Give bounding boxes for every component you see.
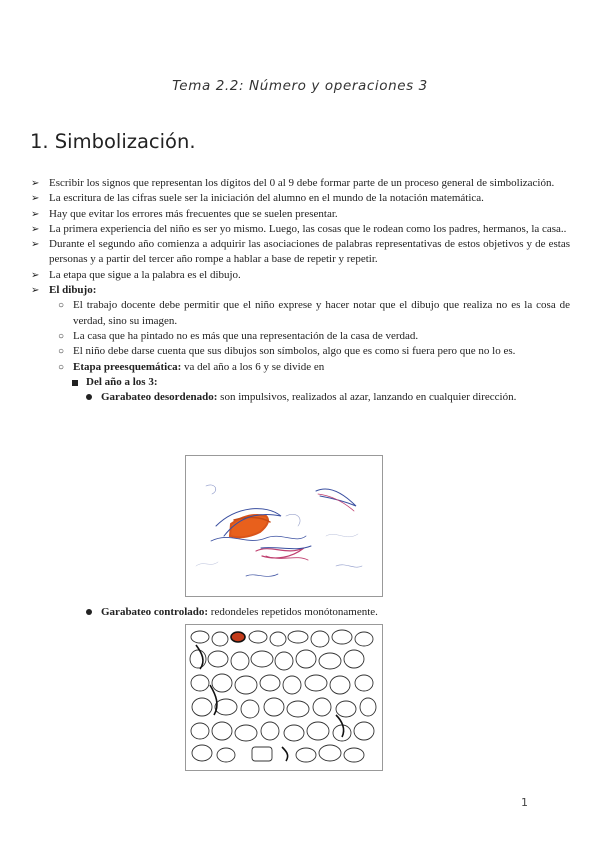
list-item-dibujo: ➢ El dibujo: bbox=[0, 283, 600, 298]
arrow-bullet-icon: ➢ bbox=[31, 178, 40, 189]
circle-bullet-icon: ○ bbox=[58, 330, 65, 342]
sub-list-item: ○ El trabajo docente debe permitir que el niño exprese y hacer notar que el dibujo que realiza no es la cosa de verdad, sino su imagen. bbox=[58, 299, 570, 327]
disc-bullet-icon bbox=[86, 609, 92, 615]
controlled-scribble-image bbox=[185, 624, 383, 771]
arrow-bullet-icon: ➢ bbox=[31, 285, 40, 297]
list-item: ➢ La etapa que sigue a la palabra es el dibujo. bbox=[0, 268, 600, 283]
garabateo-controlado-section bbox=[0, 605, 600, 620]
scribble-drawing-image bbox=[185, 455, 383, 597]
list-item: ➢ Escribir los signos que representan los dígitos del 0 al 9 debe formar parte de un proceso general de simbolización. bbox=[0, 176, 600, 191]
section-title: 1. Simbolización. bbox=[30, 130, 196, 153]
sub-list-item: ○ El niño debe darse cuenta que sus dibujos son símbolos, algo que es como si fuera pero que no lo es. bbox=[0, 344, 600, 359]
list-item: ➢ La primera experiencia del niño es ser yo mismo. Luego, las cosas que le rodean como los padres, hermanos, la casa.. bbox=[0, 222, 600, 237]
square-bullet-icon bbox=[72, 380, 78, 386]
list-item: ➢ Hay que evitar los errores más frecuentes que se suelen presentar. bbox=[0, 207, 600, 222]
sub-list-item: ○ La casa que ha pintado no es más que una representación de la casa de verdad. bbox=[0, 329, 600, 344]
document-body bbox=[0, 176, 600, 405]
arrow-bullet-icon: ➢ bbox=[31, 223, 40, 235]
page-number: 1 bbox=[521, 796, 528, 809]
arrow-bullet-icon: ➢ bbox=[31, 193, 40, 205]
list-item: ➢ La escritura de las cifras suele ser la iniciación del alumno en el mundo de la notación matemática. bbox=[0, 191, 600, 206]
garabateo-desordenado-item: Garabateo desordenado: son impulsivos, realizados al azar, lanzando en cualquier dirección. bbox=[0, 390, 600, 405]
arrow-bullet-icon: ➢ bbox=[31, 269, 40, 281]
disc-bullet-icon bbox=[86, 394, 92, 400]
sub-sub-list-item: Del año a los 3: bbox=[0, 375, 600, 390]
circle-bullet-icon: ○ bbox=[58, 346, 65, 358]
arrow-bullet-icon: ➢ bbox=[31, 239, 40, 251]
arrow-bullet-icon: ➢ bbox=[31, 208, 40, 220]
sub-list-item: ○ Etapa preesquemática: va del año a los 6 y se divide en bbox=[0, 360, 600, 375]
document-title: Tema 2.2: Número y operaciones 3 bbox=[172, 78, 428, 94]
list-item: ➢ Durante el segundo año comienza a adquirir las asociaciones de palabras representativas de estos objetivos y de estas personas y a partir del tercer año rompe a hablar a base de repetir y repetir. bbox=[31, 238, 570, 266]
garabateo-controlado-item: Garabateo controlado: redondeles repetidos monótonamente. bbox=[0, 605, 600, 620]
circle-bullet-icon: ○ bbox=[58, 361, 65, 373]
circle-bullet-icon: ○ bbox=[58, 300, 65, 312]
